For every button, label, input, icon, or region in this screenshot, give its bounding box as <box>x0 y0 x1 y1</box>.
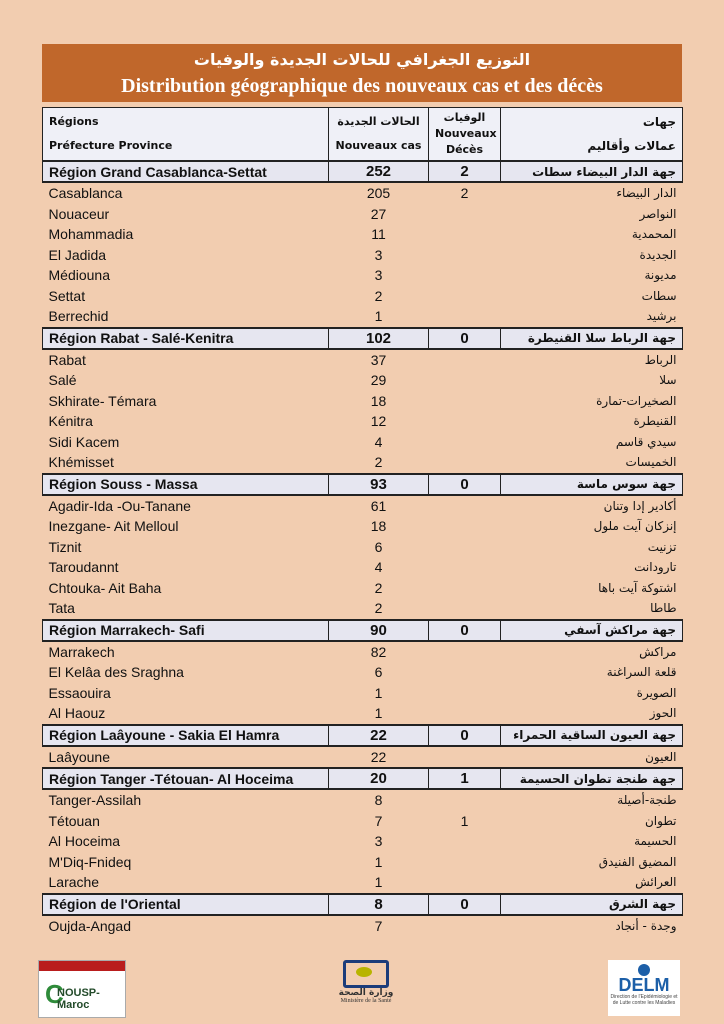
deaths-cell <box>429 872 501 894</box>
deaths-cell <box>429 578 501 599</box>
place-name-french: Région Marrakech- Safi <box>43 620 329 641</box>
deaths-cell: 2 <box>460 185 469 202</box>
place-name-french: Tata <box>48 600 75 617</box>
header-new-cases: الحالات الجديدة Nouveaux cas <box>329 108 429 162</box>
place-name-french: Tétouan <box>48 812 100 829</box>
deaths-cell <box>429 852 501 873</box>
deaths-cell <box>429 683 501 704</box>
new-cases-cell: 1 <box>374 308 383 325</box>
region-row <box>43 161 683 182</box>
table-body <box>43 161 683 936</box>
place-name-arabic: الجديدة <box>639 247 677 262</box>
place-name-arabic: جهة سوس ماسة <box>501 474 683 495</box>
place-name-french: Région Rabat - Salé-Kenitra <box>43 328 329 349</box>
deaths-cell <box>429 349 501 371</box>
deaths-cell <box>429 306 501 328</box>
table-row <box>43 452 683 474</box>
deaths-cell: 1 <box>460 812 469 829</box>
deaths-cell: 0 <box>429 474 501 495</box>
place-name-arabic: طنجة-أصيلة <box>617 793 677 808</box>
place-name-french: Kénitra <box>48 413 93 430</box>
place-name-french: Inezgane- Ait Melloul <box>48 518 179 535</box>
new-cases-cell: 22 <box>370 748 387 765</box>
new-cases-cell: 4 <box>374 433 383 450</box>
new-cases-cell: 1 <box>374 705 383 722</box>
table-row <box>43 598 683 620</box>
table-row <box>43 662 683 683</box>
region-row <box>43 620 683 641</box>
place-name-arabic: الحوز <box>649 706 677 721</box>
new-cases-cell: 22 <box>329 725 429 746</box>
new-cases-cell: 37 <box>370 351 387 368</box>
place-name-arabic: جهة مراكش آسفي <box>501 620 683 641</box>
place-name-french: Chtouka- Ait Baha <box>48 579 162 596</box>
table-row <box>43 516 683 537</box>
new-cases-cell: 27 <box>370 205 387 222</box>
place-name-french: Berrechid <box>48 308 109 325</box>
place-name-arabic: تزنيت <box>647 539 677 554</box>
deaths-cell <box>429 598 501 620</box>
place-name-arabic: جهة الرباط سلا القنيطرة <box>501 328 683 349</box>
deaths-cell <box>429 662 501 683</box>
distribution-table <box>42 107 683 936</box>
deaths-cell <box>429 224 501 245</box>
place-name-french: Région Grand Casablanca-Settat <box>43 161 329 182</box>
table-header-row <box>43 108 683 162</box>
place-name-french: Casablanca <box>48 185 123 202</box>
place-name-french: Tanger-Assilah <box>48 792 142 809</box>
table-row <box>43 578 683 599</box>
deaths-cell: 0 <box>429 725 501 746</box>
deaths-cell <box>429 370 501 391</box>
place-name-french: Taroudannt <box>48 559 119 576</box>
table-row <box>43 557 683 578</box>
deaths-cell <box>429 537 501 558</box>
place-name-french: El Kelâa des Sraghna <box>48 664 184 681</box>
table-row <box>43 641 683 663</box>
deaths-cell <box>429 915 501 937</box>
region-row <box>43 894 683 915</box>
new-cases-cell: 8 <box>329 894 429 915</box>
deaths-cell <box>429 557 501 578</box>
table-row <box>43 245 683 266</box>
table-row <box>43 391 683 412</box>
place-name-arabic: قلعة السراغنة <box>606 665 677 680</box>
table-row <box>43 204 683 225</box>
place-name-french: Al Haouz <box>48 705 106 722</box>
new-cases-cell: 93 <box>329 474 429 495</box>
place-name-arabic: وجدة - أنجاد <box>615 918 677 933</box>
deaths-cell <box>429 495 501 517</box>
new-cases-cell: 102 <box>329 328 429 349</box>
place-name-arabic: النواصر <box>639 206 677 221</box>
place-name-french: M'Diq-Fnideq <box>48 853 132 870</box>
new-cases-cell: 252 <box>329 161 429 182</box>
place-name-arabic: سلا <box>659 373 677 388</box>
new-cases-cell: 11 <box>371 226 386 243</box>
place-name-french: Région Laâyoune - Sakia El Hamra <box>43 725 329 746</box>
new-cases-cell: 1 <box>374 874 383 891</box>
deaths-cell <box>429 746 501 769</box>
new-cases-cell: 90 <box>329 620 429 641</box>
new-cases-cell: 2 <box>374 600 383 617</box>
table-row <box>43 703 683 725</box>
place-name-arabic: طاطا <box>650 601 677 616</box>
place-name-arabic: الحسيمة <box>634 834 677 849</box>
new-cases-cell: 2 <box>374 579 383 596</box>
place-name-arabic: مديونة <box>644 268 677 283</box>
table-row <box>43 683 683 704</box>
deaths-cell <box>429 432 501 453</box>
place-name-french: Agadir-Ida -Ou-Tanane <box>48 497 191 514</box>
place-name-french: Marrakech <box>48 643 115 660</box>
table-row <box>43 537 683 558</box>
place-name-arabic: الخميسات <box>625 455 677 470</box>
place-name-arabic: المحمدية <box>631 227 677 242</box>
region-row <box>43 328 683 349</box>
title-arabic: التوزيع الجغرافي للحالات الجديدة والوفيات <box>193 50 531 69</box>
deaths-cell <box>429 831 501 852</box>
table-row <box>43 432 683 453</box>
place-name-arabic: العيون <box>645 749 677 764</box>
new-cases-cell: 20 <box>329 768 429 789</box>
table-row <box>43 224 683 245</box>
table-row <box>43 286 683 307</box>
place-name-arabic: أكادير إدا وتنان <box>603 498 677 513</box>
table-row <box>43 265 683 286</box>
table-row <box>43 831 683 852</box>
place-name-french: Essaouira <box>48 684 111 701</box>
place-name-arabic: الصويرة <box>636 685 677 700</box>
title-french: Distribution géographique des nouveaux cas et des décès <box>121 75 603 97</box>
place-name-arabic: الرباط <box>644 352 677 367</box>
header-regions: Régions Préfecture Province <box>43 108 329 162</box>
place-name-french: Rabat <box>48 351 86 368</box>
place-name-french: Sidi Kacem <box>48 433 120 450</box>
table-row <box>43 306 683 328</box>
deaths-cell: 1 <box>429 768 501 789</box>
new-cases-cell: 3 <box>374 833 383 850</box>
region-row <box>43 474 683 495</box>
new-cases-cell: 82 <box>370 643 387 660</box>
new-cases-cell: 205 <box>366 185 391 202</box>
place-name-french: Oujda-Angad <box>48 917 132 934</box>
new-cases-cell: 7 <box>374 917 383 934</box>
title-banner <box>42 44 682 102</box>
table-row <box>43 349 683 371</box>
place-name-arabic: المضيق الفنيدق <box>598 854 677 869</box>
table-row <box>43 182 683 204</box>
new-cases-cell: 6 <box>374 664 383 681</box>
new-cases-cell: 4 <box>374 559 383 576</box>
place-name-french: Salé <box>48 372 77 389</box>
place-name-french: Al Hoceima <box>48 833 121 850</box>
new-cases-cell: 12 <box>370 413 387 430</box>
deaths-cell: 2 <box>429 161 501 182</box>
place-name-arabic: سيدي قاسم <box>615 434 677 449</box>
new-cases-cell: 3 <box>374 246 383 263</box>
place-name-arabic: سطات <box>641 288 677 303</box>
delm-logo: DELM Direction de l'Epidémiologie et de Lutte contre les Maladies <box>608 960 680 1016</box>
new-cases-cell: 18 <box>370 392 387 409</box>
deaths-cell <box>429 265 501 286</box>
deaths-cell <box>429 452 501 474</box>
new-cases-cell: 7 <box>374 812 383 829</box>
place-name-arabic: جهة الدار البيضاء سطات <box>501 161 683 182</box>
new-cases-cell: 18 <box>370 518 387 535</box>
table-row <box>43 411 683 432</box>
table-row <box>43 789 683 811</box>
ministry-emblem-icon <box>343 960 389 988</box>
place-name-french: Tiznit <box>48 538 82 555</box>
nousp-logo: C NOUSP-Maroc <box>38 960 126 1018</box>
table-row <box>43 852 683 873</box>
place-name-arabic: القنيطرة <box>633 414 677 429</box>
place-name-arabic: إنزكان آيت ملول <box>593 519 677 534</box>
table-row <box>43 872 683 894</box>
deaths-cell: 0 <box>429 328 501 349</box>
new-cases-cell: 2 <box>374 287 383 304</box>
deaths-cell <box>429 641 501 663</box>
place-name-french: Région Souss - Massa <box>43 474 329 495</box>
place-name-arabic: الصخيرات-تمارة <box>596 393 677 408</box>
new-cases-cell: 29 <box>370 372 387 389</box>
header-deaths: الوفيات Nouveaux Décès <box>429 108 501 162</box>
region-row <box>43 725 683 746</box>
place-name-arabic: جهة العيون الساقية الحمراء <box>501 725 683 746</box>
new-cases-cell: 1 <box>374 684 383 701</box>
table-row <box>43 915 683 937</box>
place-name-french: Khémisset <box>48 454 114 471</box>
table-row <box>43 495 683 517</box>
new-cases-cell: 3 <box>374 267 383 284</box>
table-row <box>43 746 683 769</box>
place-name-arabic: مراكش <box>639 644 677 659</box>
new-cases-cell: 6 <box>374 538 383 555</box>
place-name-arabic: برشيد <box>646 309 677 324</box>
place-name-french: Nouaceur <box>48 205 110 222</box>
place-name-arabic: الدار البيضاء <box>616 186 677 201</box>
place-name-french: Settat <box>48 287 86 304</box>
place-name-arabic: جهة الشرق <box>501 894 683 915</box>
table-row <box>43 370 683 391</box>
place-name-french: Médiouna <box>48 267 110 284</box>
deaths-cell <box>429 516 501 537</box>
place-name-french: Mohammadia <box>48 226 134 243</box>
deaths-cell <box>429 789 501 811</box>
new-cases-cell: 61 <box>370 497 387 514</box>
deaths-cell: 0 <box>429 894 501 915</box>
place-name-french: Laâyoune <box>48 748 111 765</box>
new-cases-cell: 1 <box>374 853 383 870</box>
place-name-arabic: اشتوكة آيت باها <box>598 580 677 595</box>
place-name-french: El Jadida <box>48 246 107 263</box>
place-name-arabic: تطوان <box>644 813 677 828</box>
region-row <box>43 768 683 789</box>
place-name-french: Larache <box>48 874 100 891</box>
place-name-french: Région de l'Oriental <box>43 894 329 915</box>
deaths-cell <box>429 391 501 412</box>
place-name-french: Skhirate- Témara <box>48 392 157 409</box>
deaths-cell <box>429 245 501 266</box>
deaths-cell: 0 <box>429 620 501 641</box>
header-regions-arabic: جهات عمالات وأقاليم <box>501 108 683 162</box>
deaths-cell <box>429 411 501 432</box>
place-name-arabic: العرائش <box>635 875 677 890</box>
place-name-french: Région Tanger -Tétouan- Al Hoceima <box>43 768 329 789</box>
table-row <box>43 811 683 832</box>
place-name-arabic: تارودانت <box>634 560 677 575</box>
new-cases-cell: 2 <box>374 454 383 471</box>
deaths-cell <box>429 204 501 225</box>
ministry-logo: وزارة الصحة Ministère de la Santé <box>330 960 402 1016</box>
place-name-arabic: جهة طنجة تطوان الحسيمة <box>501 768 683 789</box>
new-cases-cell: 8 <box>374 792 383 809</box>
deaths-cell <box>429 703 501 725</box>
deaths-cell <box>429 286 501 307</box>
